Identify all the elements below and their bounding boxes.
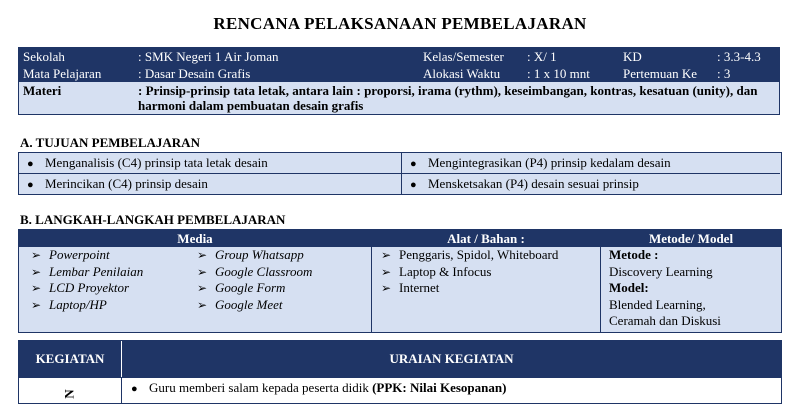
metode-value: Discovery Learning — [609, 263, 713, 279]
langkah-heading: B. LANGKAH-LANGKAH PEMBELAJARAN — [20, 212, 286, 227]
sekolah-label: Sekolah — [19, 48, 135, 66]
list-item: ➢ LCD Proyektor — [31, 280, 130, 295]
list-item: ➢ Penggaris, Spidol, Whiteboard — [381, 247, 559, 262]
pertemuan-label: Pertemuan Ke — [619, 65, 713, 82]
arrow-bullet-icon: ➢ — [31, 297, 42, 312]
alokasi-label: Alokasi Waktu — [419, 65, 523, 82]
kegiatan-label: N — [19, 378, 122, 403]
mapel-label: Mata Pelajaran — [19, 65, 135, 82]
table-row — [19, 377, 781, 403]
materi-value: : Prinsip-prinsip tata letak, antara lain : proporsi, irama (rythm), keseimbangan, kontras, kesatuan (unity), dan harmoni dalam pembuatan desain grafis — [134, 82, 780, 115]
identity-row-1 — [19, 48, 780, 66]
arrow-bullet-icon: ➢ — [197, 264, 208, 279]
tujuan-heading: A. TUJUAN PEMBELAJARAN — [20, 135, 200, 150]
alat-column — [381, 247, 599, 332]
model-value-2: Ceramah dan Diskusi — [609, 313, 721, 328]
list-item: ➢ Lembar Penilaian — [31, 263, 144, 279]
pertemuan-value: : 3 — [713, 65, 780, 82]
list-item: ➢ Internet — [381, 280, 440, 295]
arrow-bullet-icon: ➢ — [381, 264, 392, 279]
bullet-icon: ● — [131, 383, 138, 395]
arrow-bullet-icon: ➢ — [31, 248, 42, 262]
media-column-1 — [31, 247, 201, 332]
sekolah-value: : SMK Negeri 1 Air Joman — [134, 48, 419, 66]
media-column-2 — [197, 247, 369, 332]
arrow-bullet-icon: ➢ — [197, 248, 208, 262]
list-item: ➢ Google Form — [197, 280, 286, 295]
identity-row-2 — [19, 65, 780, 82]
list-item: ➢ Google Meet — [197, 296, 283, 312]
column-divider — [371, 230, 372, 332]
bullet-icon: ● — [27, 179, 34, 191]
list-item: ➢ Laptop/HP — [31, 296, 107, 312]
metode-label: Metode : — [609, 247, 659, 262]
kegiatan-table — [18, 340, 782, 404]
alokasi-value: : 1 x 10 mnt — [523, 65, 619, 82]
column-divider — [600, 230, 601, 332]
arrow-bullet-icon: ➢ — [31, 264, 42, 279]
list-item: ● Mensketsakan (P4) desain sesuai prinsip — [402, 174, 780, 194]
uraian-text: ● Guru memberi salam kepada peserta didik (PPK: Nilai Kesopanan) — [131, 380, 507, 395]
metode-column — [609, 247, 777, 332]
list-item: ➢ Laptop & Infocus — [381, 263, 492, 279]
arrow-bullet-icon: ➢ — [197, 281, 208, 295]
list-item: ● Mengintegrasikan (P4) prinsip kedalam desain — [402, 153, 780, 174]
identity-table — [18, 47, 780, 115]
bullet-icon: ● — [410, 158, 417, 170]
materi-label: Materi — [19, 82, 135, 115]
tujuan-right-column — [402, 153, 780, 194]
kegiatan-header: KEGIATAN — [19, 341, 122, 377]
langkah-box — [18, 229, 782, 333]
bullet-icon: ● — [27, 158, 34, 170]
bullet-icon: ● — [410, 179, 417, 191]
page-title: RENCANA PELAKSANAAN PEMBELAJARAN — [213, 14, 587, 33]
arrow-bullet-icon: ➢ — [31, 281, 42, 295]
mapel-value: : Dasar Desain Grafis — [134, 65, 419, 82]
media-header: Media — [19, 230, 371, 247]
arrow-bullet-icon: ➢ — [197, 297, 208, 312]
kd-value: : 3.3-4.3 — [713, 48, 780, 66]
list-item: ➢ Powerpoint — [31, 247, 110, 262]
arrow-bullet-icon: ➢ — [381, 281, 392, 295]
list-item: ● Menganalisis (C4) prinsip tata letak desain — [19, 153, 401, 174]
kd-label: KD — [619, 48, 713, 66]
metode-header: Metode/ Model — [601, 230, 781, 247]
alat-header: Alat / Bahan : — [372, 230, 600, 247]
kelas-value: : X/ 1 — [523, 48, 619, 66]
kelas-label: Kelas/Semester — [419, 48, 523, 66]
uraian-header: URAIAN KEGIATAN — [122, 341, 781, 377]
list-item: ➢ Group Whatsapp — [197, 247, 304, 262]
list-item: ● Merincikan (C4) prinsip desain — [19, 174, 401, 194]
tujuan-left-column — [19, 153, 402, 194]
list-item: ➢ Google Classroom — [197, 263, 313, 279]
model-label: Model: — [609, 280, 649, 295]
tujuan-box — [18, 152, 782, 195]
model-value-1: Blended Learning, — [609, 296, 706, 312]
arrow-bullet-icon: ➢ — [381, 248, 392, 262]
materi-row — [19, 82, 780, 115]
